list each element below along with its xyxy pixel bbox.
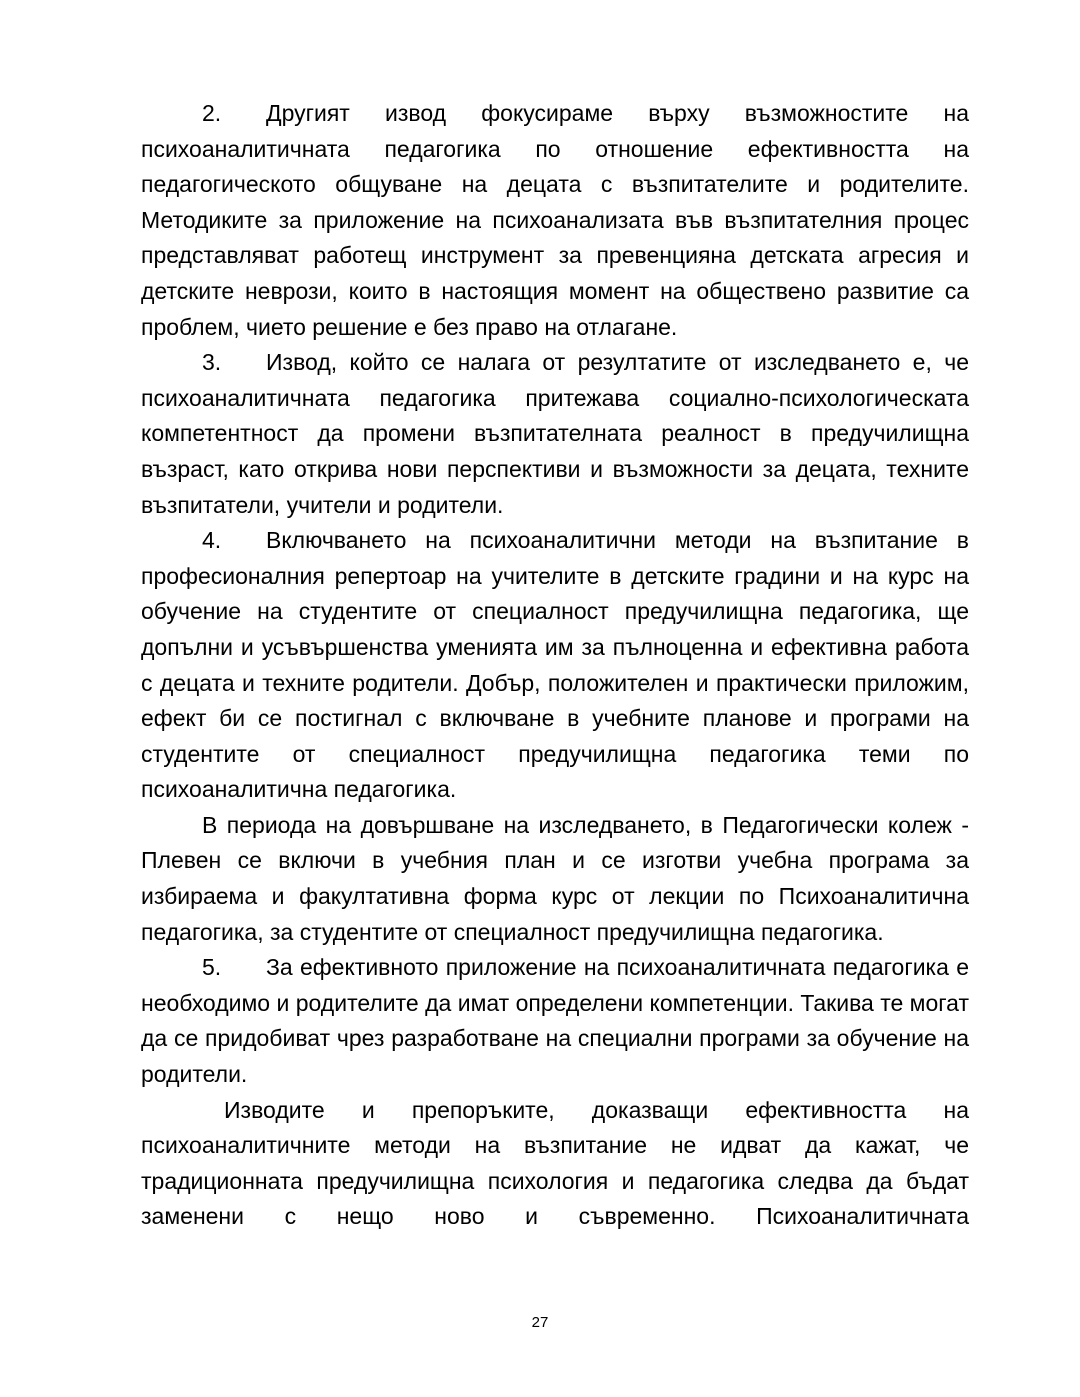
conclusion-item-5 [141,950,969,1092]
item-text: За ефективното приложение на психоаналитичната педагогика е необходимо и родителите да имат определени компетенции. Такива те могат да се придобиват чрез разработване на специални програми за обучение на родители. [141,954,969,1088]
document-body [141,96,969,1235]
conclusion-item-3 [141,345,969,523]
item-text: Включването на психоаналитични методи на възпитание в професионалния репертоар на учителите в детските градини и на курс на обучение на студентите от специалност предучилищна педагогика, ще допълни и усъвършенства уменията им за пълноценна и ефективна работа с децата и техните родители. Добър, положителен и практически приложим, ефект би се постигнал с включване в учебните планове и програми на студентите от специалност предучилищна педагогика теми по психоаналитична педагогика. [141,527,969,803]
conclusion-item-2 [141,96,969,345]
conclusion-item-4 [141,523,969,808]
paragraph-conclusions: Изводите и препоръките, доказващи ефективността на психоаналитичните методи на възпитание не идват да кажат, че традиционната предучилищна психология и педагогика следва да бъдат заменени с нещо ново и съвременно. Психоаналитичната [141,1096,969,1230]
item-number: 4. [202,527,222,554]
item-text: Извод, който се налага от резултатите от изследването е, че психоаналитичната педагогика притежава социално-психологическата компетентност да промени възпитателната реалност в предучилищна възраст, като открива нови перспективи и възможности за децата, техните възпитатели, учители и родители. [141,349,969,518]
item-number: 5. [202,954,222,981]
item-number: 3. [202,349,222,376]
page-number: 27 [531,1314,549,1331]
paragraph-college: В периода на довършване на изследването, в Педагогически колеж - Плевен се включи в учебния план и се изготви учебна програма за избираема и факултативна форма курс от лекции по Психоаналитична педагогика, за студентите от специалност предучилищна педагогика. [141,811,969,945]
item-text: Другият извод фокусираме върху възможностите на психоаналитичната педагогика по отношение ефективността на педагогическото общуване на децата с възпитателите и родителите. Методиките за приложение на психоанализата във възпитателния процес представляват работещ инструмент за превенцияна детската агресия и детските неврози, които в настоящия момент на обществено развитие са проблем, чието решение е без право на отлагане. [141,100,969,340]
item-number: 2. [202,100,222,126]
